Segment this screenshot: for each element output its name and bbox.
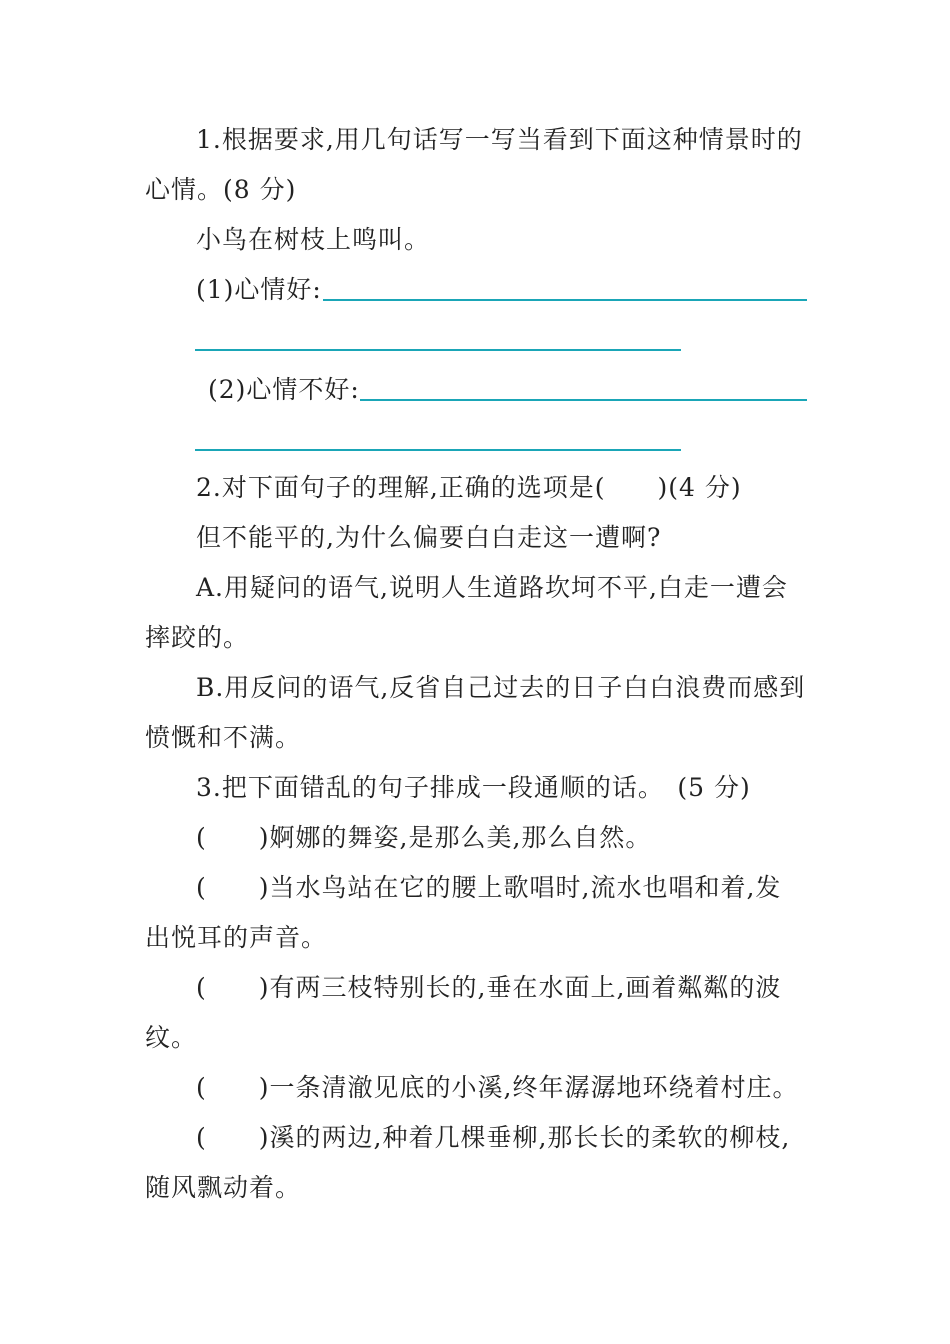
q3-item-5-line2: 随风飘动着。 [145, 1173, 302, 1202]
q1-prompt-line1: 1.根据要求,用几句话写一写当看到下面这种情景时的 [196, 125, 803, 154]
q1-good-label: (1)心情好: [196, 275, 322, 304]
q3-item-2-line2: 出悦耳的声音。 [145, 923, 328, 952]
q2-option-b-line2: 愤慨和不满。 [145, 723, 302, 752]
q1-good-answer-line1[interactable] [323, 299, 807, 301]
q2-option-a-line2: 摔跤的。 [145, 623, 250, 652]
q2-option-b-line1: B.用反问的语气,反省自己过去的日子白白浪费而感到 [196, 673, 806, 702]
q2-prompt: 2.对下面句子的理解,正确的选项是( )(4 分) [196, 473, 742, 502]
q3-item-1: ( )婀娜的舞姿,是那么美,那么自然。 [196, 823, 652, 852]
q3-prompt: 3.把下面错乱的句子排成一段通顺的话。 (5 分) [196, 773, 751, 802]
q2-option-a-line1: A.用疑问的语气,说明人生道路坎坷不平,白走一遭会 [196, 573, 788, 602]
q1-bad-answer-line1[interactable] [360, 399, 807, 401]
q1-scene: 小鸟在树枝上鸣叫。 [196, 225, 431, 254]
q3-item-3-line1: ( )有两三枝特别长的,垂在水面上,画着粼粼的波 [196, 973, 782, 1002]
q1-bad-label: (2)心情不好: [208, 375, 360, 404]
q3-item-5-line1: ( )溪的两边,种着几棵垂柳,那长长的柔软的柳枝, [196, 1123, 791, 1152]
q3-item-4: ( )一条清澈见底的小溪,终年潺潺地环绕着村庄。 [196, 1073, 799, 1102]
q3-item-2-line1: ( )当水鸟站在它的腰上歌唱时,流水也唱和着,发 [196, 873, 782, 902]
q3-item-3-line2: 纹。 [145, 1023, 198, 1052]
q2-sentence: 但不能平的,为什么偏要白白走这一遭啊? [196, 523, 662, 552]
q1-good-answer-line2[interactable] [195, 349, 681, 351]
q1-prompt-line2: 心情。(8 分) [145, 175, 297, 204]
q1-bad-answer-line2[interactable] [195, 449, 681, 451]
